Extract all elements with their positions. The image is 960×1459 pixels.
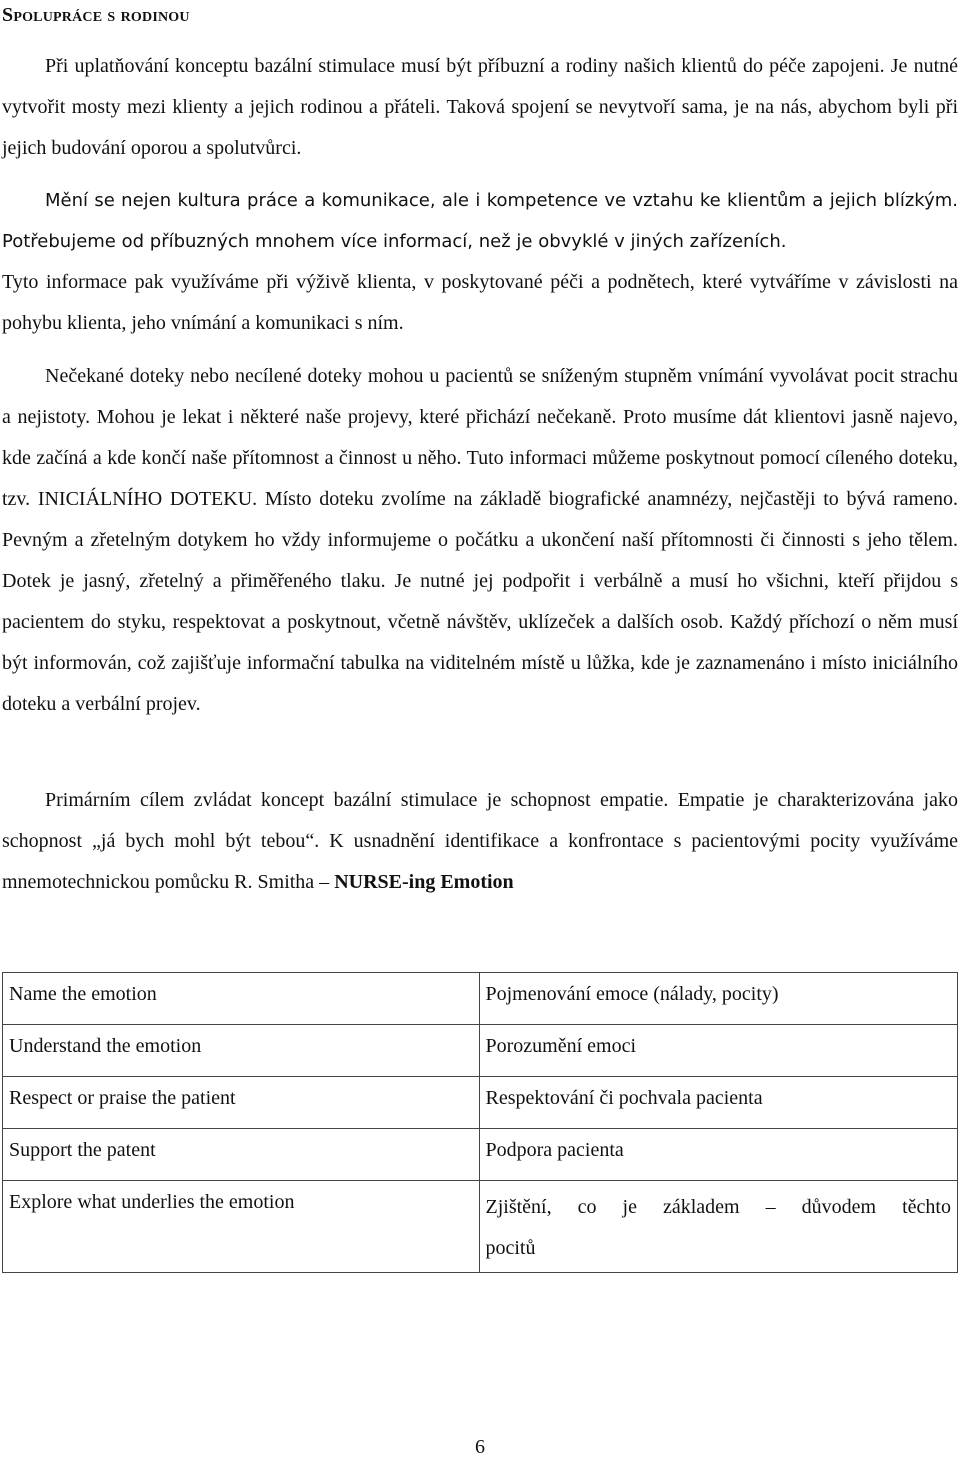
- paragraph-initial-touch: [2, 356, 958, 725]
- czech-cell: Porozumění emoci: [480, 1025, 958, 1077]
- czech-cell: Podpora pacienta: [480, 1129, 958, 1181]
- table-row: [3, 1025, 958, 1077]
- czech-text-line: Zjištění, co je základem – důvodem těchto: [485, 1196, 951, 1218]
- english-cell: [3, 1129, 480, 1181]
- paragraph-culture-change: [2, 180, 958, 262]
- paragraph-text: Tyto informace pak využíváme při výživě klienta, v poskytované péči a podnětech, které vytváříme v závislosti na pohybu klienta, jeho vnímání a komunikaci s ním.: [2, 271, 958, 334]
- nurse-mnemonic-table: [2, 972, 958, 1273]
- mnemonic-letter: R: [9, 1087, 23, 1109]
- table-row: [3, 1077, 958, 1129]
- table-row: [3, 1129, 958, 1181]
- page-number: 6: [475, 1436, 485, 1458]
- english-text: nderstand the emotion: [23, 1035, 202, 1057]
- paragraph-information-use: [2, 262, 958, 344]
- table-row: [3, 973, 958, 1025]
- paragraph-text: Nečekané doteky nebo necílené doteky mohou u pacientů se sníženým stupněm vnímání vyvolávat pocit strachu a nejistoty. Mohou je lekat i některé naše projevy, které přichází nečekaně. Proto musíme dát klientovi jasně najevo, kde začíná a kde končí naše přítomnost a činnost u něho. Tuto informaci můžeme poskytnout pomocí cíleného doteku, tzv. INICIÁLNÍHO DOTEKU. Místo doteku zvolíme na základě biografické anamnézy, nejčastěji to bývá rameno. Pevným a zřetelným dotykem ho vždy informujeme o počátku a ukončení naší přítomnosti či činnosti s jeho tělem. Dotek je jasný, zřetelný a přiměřeného tlaku. Je nutné jej podpořit i verbálně a musí ho všichni, kteří přijdou s pacientem do styku, respektovat a poskytnout, včetně návštěv, uklízeček a dalších osob. Každý příchozí o něm musí být informován, což zajišťuje informační tabulka na viditelném místě u lůžka, kde je zaznamenáno i místo iniciálního doteku a verbální projev.: [2, 365, 958, 715]
- english-cell: [3, 1181, 480, 1273]
- czech-cell: Pojmenování emoce (nálady, pocity): [480, 973, 958, 1025]
- czech-cell: Respektování či pochvala pacienta: [480, 1077, 958, 1129]
- paragraph-empathy: [2, 780, 958, 903]
- mnemonic-letter: E: [9, 1191, 22, 1213]
- czech-text-line: pocitů: [485, 1237, 536, 1259]
- mnemonic-letter: N: [9, 983, 24, 1005]
- english-text: xplore what underlies the emotion: [21, 1191, 295, 1213]
- paragraph-family-involvement: [2, 46, 958, 169]
- english-cell: [3, 1025, 480, 1077]
- english-text: upport the patent: [20, 1139, 156, 1161]
- czech-cell: [480, 1181, 958, 1273]
- mnemonic-letter: U: [9, 1035, 24, 1057]
- mnemonic-letter: S: [9, 1139, 21, 1161]
- english-text: ame the emotion: [23, 983, 157, 1005]
- english-cell: [3, 1077, 480, 1129]
- table-row: [3, 1181, 958, 1273]
- paragraph-text: Primárním cílem zvládat koncept bazální stimulace je schopnost empatie. Empatie je charakterizována jako schopnost „já bych mohl být tebou“. K usnadnění identifikace a konfrontace s pacientovými pocity využíváme mnemotechnickou pomůcku R. Smitha –: [2, 789, 958, 893]
- mnemonic-title: NURSE-ing Emotion: [334, 871, 514, 893]
- paragraph-text: Mění se nejen kultura práce a komunikace, ale i kompetence ve vztahu ke klientům a jejich blízkým. Potřebujeme od příbuzných mnohem více informací, než je obvyklé v jiných zařízeních.: [2, 190, 958, 252]
- section-heading: Spolupráce s rodinou: [2, 4, 190, 26]
- paragraph-text: Při uplatňování konceptu bazální stimulace musí být příbuzní a rodiny našich klientů do péče zapojeni. Je nutné vytvořit mosty mezi klienty a jejich rodinou a přáteli. Taková spojení se nevytvoří sama, je na nás, abychom byli při jejich budování oporou a spolutvůrci.: [2, 55, 958, 159]
- english-text: espect or praise the patient: [22, 1087, 236, 1109]
- english-cell: [3, 973, 480, 1025]
